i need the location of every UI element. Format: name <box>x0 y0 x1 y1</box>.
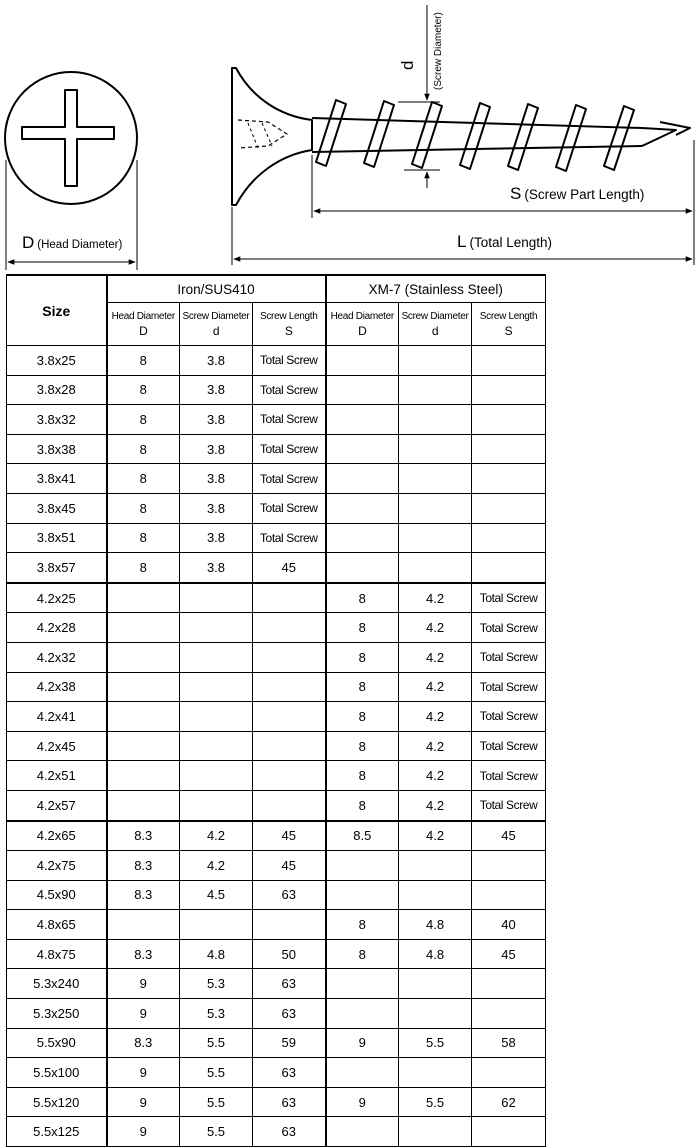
xm7-screw-diameter-cell <box>399 434 472 464</box>
iron-head-diameter-cell: 8.3 <box>107 880 180 910</box>
d-label-text: (Screw Diameter) <box>433 12 444 90</box>
iron-head-diameter-cell <box>107 761 180 791</box>
table-row <box>7 613 546 643</box>
xm7-screw-diameter-cell <box>399 880 472 910</box>
table-row <box>7 702 546 732</box>
xm7-screw-diameter-cell <box>399 464 472 494</box>
xm7-screw-length-cell <box>472 969 546 999</box>
xm7-head-diameter-cell: 8 <box>326 613 399 643</box>
s-label-text: (Screw Part Length) <box>524 187 645 202</box>
iron-head-diameter-cell: 8 <box>107 553 180 583</box>
iron-screw-diameter-cell: 3.8 <box>180 434 253 464</box>
iron-screw-length-cell: 63 <box>253 1117 326 1147</box>
iron-head-diameter-cell <box>107 583 180 613</box>
iron-screw-diameter-cell: 3.8 <box>180 523 253 553</box>
iron-screw-diameter-cell: 5.5 <box>180 1117 253 1147</box>
table-row <box>7 1028 546 1058</box>
xm7-head-diameter-cell <box>326 880 399 910</box>
group-header-iron: Iron/SUS410 <box>107 275 326 303</box>
iron-screw-diameter-cell: 5.3 <box>180 999 253 1029</box>
iron-screw-diameter-cell: 5.5 <box>180 1058 253 1088</box>
xm7-screw-diameter-cell <box>399 969 472 999</box>
size-cell: 5.5x100 <box>7 1058 107 1088</box>
iron-head-diameter-cell: 9 <box>107 1087 180 1117</box>
iron-head-diameter-cell: 8.3 <box>107 851 180 881</box>
iron-screw-diameter-cell: 3.8 <box>180 493 253 523</box>
xm7-screw-diameter-cell: 4.2 <box>399 642 472 672</box>
iron-head-diameter-cell: 8 <box>107 493 180 523</box>
iron-screw-length-cell: 63 <box>253 1058 326 1088</box>
iron-screw-length-cell <box>253 642 326 672</box>
iron-screw-length-cell: 59 <box>253 1028 326 1058</box>
xm7-screw-diameter-cell: 5.5 <box>399 1087 472 1117</box>
table-row <box>7 851 546 881</box>
xm7-head-diameter-cell <box>326 434 399 464</box>
iron-head-diameter-cell: 9 <box>107 969 180 999</box>
xm7-screw-diameter-cell: 4.2 <box>399 613 472 643</box>
size-cell: 4.2x45 <box>7 731 107 761</box>
xm7-screw-length-cell <box>472 405 546 435</box>
xm7-screw-length-cell <box>472 434 546 464</box>
table-row <box>7 434 546 464</box>
iron-screw-length-cell <box>253 583 326 613</box>
screw-spec-table <box>6 274 546 1147</box>
iron-screw-diameter-cell: 3.8 <box>180 553 253 583</box>
iron-screw-length-cell <box>253 731 326 761</box>
subheader-xm7-head-diameter: Head Diameter D <box>326 303 399 346</box>
iron-screw-length-cell <box>253 702 326 732</box>
iron-screw-length-cell: 45 <box>253 553 326 583</box>
head-label-sym: D <box>22 233 35 252</box>
xm7-screw-diameter-cell: 4.8 <box>399 910 472 940</box>
xm7-head-diameter-cell <box>326 969 399 999</box>
iron-screw-length-cell: 45 <box>253 851 326 881</box>
table-row <box>7 910 546 940</box>
table-row <box>7 821 546 851</box>
screw-diameter-dimension <box>398 5 444 188</box>
size-cell: 3.8x57 <box>7 553 107 583</box>
xm7-screw-length-cell <box>472 1058 546 1088</box>
xm7-screw-diameter-cell <box>399 493 472 523</box>
table-row <box>7 731 546 761</box>
size-cell: 3.8x28 <box>7 375 107 405</box>
xm7-head-diameter-cell <box>326 553 399 583</box>
iron-screw-diameter-cell: 5.5 <box>180 1028 253 1058</box>
size-cell: 4.2x25 <box>7 583 107 613</box>
iron-screw-length-cell: Total Screw <box>253 523 326 553</box>
size-cell: 5.5x90 <box>7 1028 107 1058</box>
iron-screw-length-cell: 63 <box>253 999 326 1029</box>
xm7-screw-diameter-cell: 4.2 <box>399 672 472 702</box>
xm7-head-diameter-cell: 8 <box>326 790 399 820</box>
iron-screw-diameter-cell: 4.5 <box>180 880 253 910</box>
xm7-screw-length-cell <box>472 880 546 910</box>
xm7-screw-length-cell: Total Screw <box>472 613 546 643</box>
iron-screw-diameter-cell <box>180 672 253 702</box>
size-cell: 5.3x240 <box>7 969 107 999</box>
subheader-xm7-screw-diameter: Screw Diameter d <box>399 303 472 346</box>
xm7-screw-diameter-cell: 4.2 <box>399 761 472 791</box>
phillips-cross-icon <box>22 90 114 186</box>
xm7-screw-length-cell <box>472 1117 546 1147</box>
iron-screw-diameter-cell: 3.8 <box>180 405 253 435</box>
screw-head-top-view <box>5 72 137 204</box>
xm7-head-diameter-cell <box>326 405 399 435</box>
size-cell: 5.3x250 <box>7 999 107 1029</box>
iron-screw-diameter-cell: 4.2 <box>180 821 253 851</box>
iron-head-diameter-cell: 9 <box>107 999 180 1029</box>
xm7-screw-length-cell <box>472 375 546 405</box>
iron-screw-length-cell <box>253 761 326 791</box>
subheader-xm7-screw-length: Screw Length S <box>472 303 546 346</box>
xm7-screw-length-cell <box>472 464 546 494</box>
svg-text:S(Screw Part Length) <box>510 184 644 203</box>
xm7-head-diameter-cell: 8 <box>326 583 399 613</box>
xm7-head-diameter-cell: 8 <box>326 642 399 672</box>
iron-screw-length-cell: 63 <box>253 880 326 910</box>
iron-screw-length-cell <box>253 613 326 643</box>
size-cell: 3.8x25 <box>7 346 107 376</box>
group-header-xm7: XM-7 (Stainless Steel) <box>326 275 546 303</box>
s-label-sym: S <box>510 184 522 203</box>
total-length-dimension <box>232 207 692 265</box>
table-row <box>7 642 546 672</box>
size-cell: 4.2x65 <box>7 821 107 851</box>
xm7-screw-length-cell: 45 <box>472 939 546 969</box>
iron-screw-diameter-cell <box>180 731 253 761</box>
size-cell: 3.8x45 <box>7 493 107 523</box>
xm7-screw-diameter-cell <box>399 1058 472 1088</box>
table-row <box>7 790 546 820</box>
iron-head-diameter-cell <box>107 642 180 672</box>
xm7-screw-length-cell: Total Screw <box>472 583 546 613</box>
size-cell: 4.2x41 <box>7 702 107 732</box>
xm7-screw-diameter-cell <box>399 1117 472 1147</box>
iron-head-diameter-cell: 8.3 <box>107 939 180 969</box>
iron-screw-length-cell: 63 <box>253 969 326 999</box>
screw-side-view <box>232 68 690 205</box>
xm7-screw-diameter-cell <box>399 999 472 1029</box>
xm7-screw-length-cell: 62 <box>472 1087 546 1117</box>
xm7-screw-length-cell <box>472 553 546 583</box>
iron-screw-length-cell: 45 <box>253 821 326 851</box>
xm7-screw-length-cell: Total Screw <box>472 642 546 672</box>
iron-screw-diameter-cell: 4.2 <box>180 851 253 881</box>
xm7-head-diameter-cell: 8 <box>326 910 399 940</box>
size-header: Size <box>7 275 107 346</box>
svg-text:L(Total Length) <box>457 232 552 251</box>
iron-screw-length-cell <box>253 672 326 702</box>
iron-screw-diameter-cell <box>180 642 253 672</box>
subheader-iron-head-diameter: Head Diameter D <box>107 303 180 346</box>
subheader-iron-screw-length: Screw Length S <box>253 303 326 346</box>
size-cell: 4.2x38 <box>7 672 107 702</box>
xm7-screw-length-cell: Total Screw <box>472 761 546 791</box>
iron-screw-diameter-cell: 5.5 <box>180 1087 253 1117</box>
iron-screw-length-cell: Total Screw <box>253 375 326 405</box>
xm7-screw-length-cell <box>472 493 546 523</box>
size-cell: 5.5x120 <box>7 1087 107 1117</box>
size-cell: 4.8x75 <box>7 939 107 969</box>
iron-screw-diameter-cell: 3.8 <box>180 346 253 376</box>
iron-screw-diameter-cell <box>180 613 253 643</box>
screw-dimension-drawing <box>0 0 700 275</box>
size-cell: 3.8x32 <box>7 405 107 435</box>
table-row <box>7 999 546 1029</box>
xm7-screw-length-cell: 40 <box>472 910 546 940</box>
iron-head-diameter-cell: 8.3 <box>107 1028 180 1058</box>
iron-screw-diameter-cell: 5.3 <box>180 969 253 999</box>
head-label-text: (Head Diameter) <box>37 239 123 251</box>
iron-head-diameter-cell <box>107 702 180 732</box>
xm7-screw-diameter-cell: 4.8 <box>399 939 472 969</box>
l-label-text: (Total Length) <box>469 235 553 250</box>
xm7-screw-length-cell <box>472 851 546 881</box>
iron-screw-length-cell: Total Screw <box>253 405 326 435</box>
table-row <box>7 553 546 583</box>
xm7-head-diameter-cell <box>326 1058 399 1088</box>
iron-screw-length-cell: 63 <box>253 1087 326 1117</box>
xm7-head-diameter-cell <box>326 1117 399 1147</box>
table-row <box>7 1058 546 1088</box>
table-row <box>7 761 546 791</box>
iron-screw-diameter-cell: 4.8 <box>180 939 253 969</box>
d-label-sym: d <box>398 60 417 70</box>
iron-head-diameter-cell: 8 <box>107 346 180 376</box>
table-row <box>7 1087 546 1117</box>
xm7-screw-diameter-cell: 4.2 <box>399 583 472 613</box>
iron-screw-length-cell: Total Screw <box>253 464 326 494</box>
iron-head-diameter-cell: 8 <box>107 375 180 405</box>
xm7-screw-length-cell: Total Screw <box>472 790 546 820</box>
subheader-iron-screw-diameter: Screw Diameter d <box>180 303 253 346</box>
table-row <box>7 672 546 702</box>
xm7-screw-diameter-cell <box>399 523 472 553</box>
table-row <box>7 880 546 910</box>
table-row <box>7 969 546 999</box>
xm7-head-diameter-cell <box>326 464 399 494</box>
iron-screw-diameter-cell <box>180 910 253 940</box>
size-cell: 4.2x51 <box>7 761 107 791</box>
size-cell: 4.2x32 <box>7 642 107 672</box>
table-row <box>7 464 546 494</box>
size-cell: 4.5x90 <box>7 880 107 910</box>
xm7-head-diameter-cell: 8.5 <box>326 821 399 851</box>
xm7-screw-length-cell <box>472 346 546 376</box>
iron-screw-diameter-cell: 3.8 <box>180 375 253 405</box>
xm7-head-diameter-cell <box>326 346 399 376</box>
xm7-screw-diameter-cell: 4.2 <box>399 702 472 732</box>
iron-head-diameter-cell: 8 <box>107 434 180 464</box>
size-cell: 4.2x57 <box>7 790 107 820</box>
table-row <box>7 1117 546 1147</box>
iron-screw-length-cell: Total Screw <box>253 434 326 464</box>
xm7-head-diameter-cell: 8 <box>326 939 399 969</box>
xm7-screw-diameter-cell: 5.5 <box>399 1028 472 1058</box>
xm7-screw-diameter-cell: 4.2 <box>399 821 472 851</box>
iron-head-diameter-cell: 8 <box>107 464 180 494</box>
xm7-head-diameter-cell <box>326 523 399 553</box>
size-cell: 4.2x75 <box>7 851 107 881</box>
xm7-screw-diameter-cell: 4.2 <box>399 790 472 820</box>
table-row <box>7 939 546 969</box>
iron-screw-length-cell <box>253 790 326 820</box>
xm7-head-diameter-cell: 8 <box>326 672 399 702</box>
xm7-screw-diameter-cell <box>399 346 472 376</box>
xm7-head-diameter-cell <box>326 493 399 523</box>
xm7-screw-diameter-cell <box>399 553 472 583</box>
table-row <box>7 583 546 613</box>
iron-head-diameter-cell: 9 <box>107 1117 180 1147</box>
size-cell: 4.8x65 <box>7 910 107 940</box>
iron-head-diameter-cell: 8 <box>107 405 180 435</box>
l-label-sym: L <box>457 232 467 251</box>
xm7-screw-diameter-cell <box>399 851 472 881</box>
iron-head-diameter-cell <box>107 613 180 643</box>
iron-screw-length-cell <box>253 910 326 940</box>
xm7-head-diameter-cell: 8 <box>326 761 399 791</box>
iron-screw-length-cell: 50 <box>253 939 326 969</box>
iron-head-diameter-cell <box>107 731 180 761</box>
xm7-screw-diameter-cell <box>399 405 472 435</box>
iron-head-diameter-cell <box>107 910 180 940</box>
xm7-screw-length-cell: Total Screw <box>472 702 546 732</box>
size-cell: 3.8x41 <box>7 464 107 494</box>
iron-head-diameter-cell <box>107 790 180 820</box>
xm7-head-diameter-cell <box>326 375 399 405</box>
iron-screw-diameter-cell <box>180 702 253 732</box>
xm7-screw-length-cell <box>472 523 546 553</box>
xm7-head-diameter-cell: 9 <box>326 1087 399 1117</box>
svg-text:D(Head Diameter) <box>22 233 122 252</box>
iron-screw-diameter-cell <box>180 761 253 791</box>
size-cell: 3.8x38 <box>7 434 107 464</box>
xm7-screw-length-cell: Total Screw <box>472 731 546 761</box>
xm7-head-diameter-cell <box>326 999 399 1029</box>
xm7-head-diameter-cell: 8 <box>326 702 399 732</box>
xm7-head-diameter-cell: 8 <box>326 731 399 761</box>
iron-screw-length-cell: Total Screw <box>253 346 326 376</box>
table-row <box>7 493 546 523</box>
iron-head-diameter-cell: 8.3 <box>107 821 180 851</box>
xm7-screw-diameter-cell: 4.2 <box>399 731 472 761</box>
iron-screw-diameter-cell <box>180 583 253 613</box>
iron-head-diameter-cell: 9 <box>107 1058 180 1088</box>
table-row <box>7 346 546 376</box>
iron-head-diameter-cell: 8 <box>107 523 180 553</box>
size-cell: 5.5x125 <box>7 1117 107 1147</box>
xm7-head-diameter-cell: 9 <box>326 1028 399 1058</box>
xm7-screw-length-cell: Total Screw <box>472 672 546 702</box>
xm7-head-diameter-cell <box>326 851 399 881</box>
iron-head-diameter-cell <box>107 672 180 702</box>
iron-screw-length-cell: Total Screw <box>253 493 326 523</box>
table-row <box>7 523 546 553</box>
iron-screw-diameter-cell: 3.8 <box>180 464 253 494</box>
xm7-screw-length-cell: 45 <box>472 821 546 851</box>
size-cell: 4.2x28 <box>7 613 107 643</box>
table-row <box>7 405 546 435</box>
table-row <box>7 375 546 405</box>
iron-screw-diameter-cell <box>180 790 253 820</box>
xm7-screw-length-cell <box>472 999 546 1029</box>
size-cell: 3.8x51 <box>7 523 107 553</box>
xm7-screw-diameter-cell <box>399 375 472 405</box>
xm7-screw-length-cell: 58 <box>472 1028 546 1058</box>
head-diameter-dimension <box>6 160 137 270</box>
